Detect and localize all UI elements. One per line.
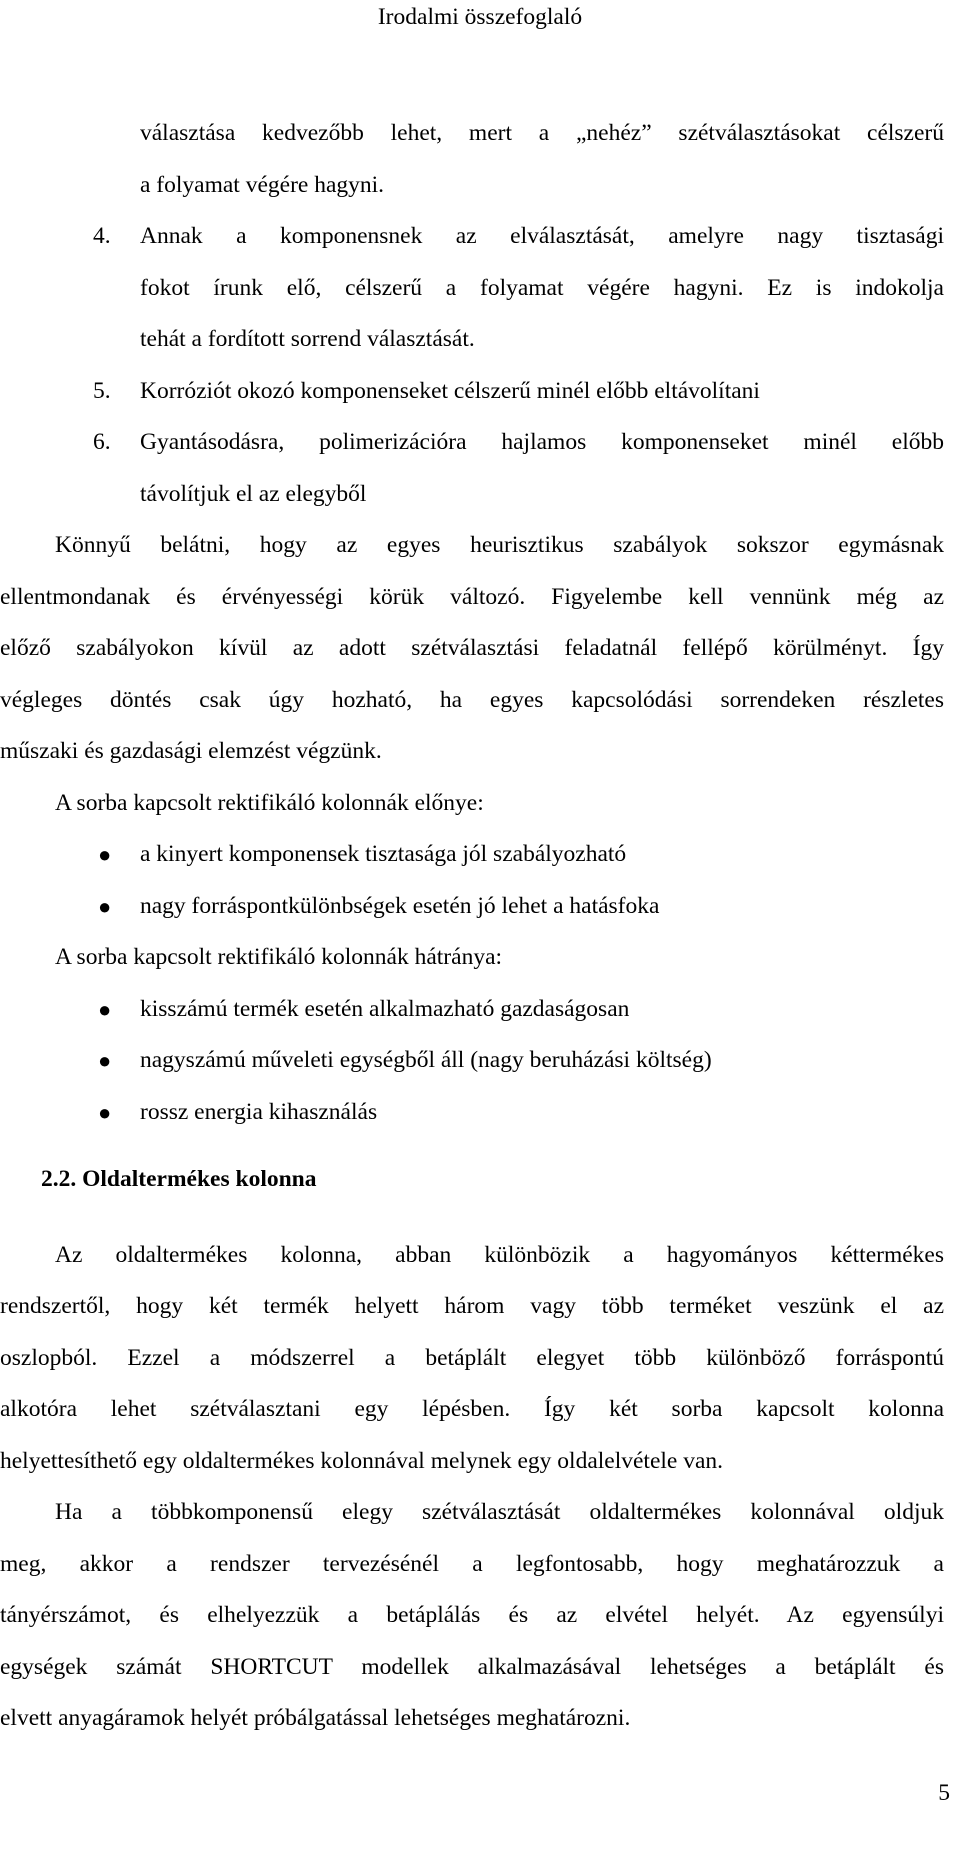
paragraph-side-product-column [0, 1230, 944, 1488]
numbered-item-6 [0, 417, 944, 520]
list-item-text: kisszámú termék esetén alkalmazható gazdaságosan [140, 995, 630, 1022]
bullet-icon: ● [98, 996, 112, 1022]
bullet-icon: ● [98, 842, 112, 867]
text-line [0, 366, 944, 418]
text-line: rendszertől, hogy két termék helyett három vagy több terméket veszünk el az [0, 1293, 944, 1319]
text-line: fokot írunk elő, célszerű a folyamat végére hagyni. Ez is indokolja [140, 274, 944, 301]
item-text: Annak a komponensnek az elválasztását, amelyre nagy tisztasági [140, 223, 944, 249]
list-title: A sorba kapcsolt rektifikáló kolonnák hátránya: [55, 944, 503, 970]
paragraph-design [0, 1487, 944, 1745]
text-line: oszlopból. Ezzel a módszerrel a betáplált elegyet több különböző forráspontú [0, 1344, 944, 1371]
text-line: Ha a többkomponensű elegy szétválasztását oldaltermékes kolonnával oldjuk [55, 1499, 944, 1525]
text-line [0, 417, 944, 469]
advantages-list [0, 778, 944, 933]
text-line: Az oldaltermékes kolonna, abban különbözik a hagyományos kéttermékes [55, 1241, 944, 1268]
text-line: előző szabályokon kívül az adott szétválasztási feladatnál fellépő körülményt. Így [0, 635, 944, 661]
running-header: Irodalmi összefoglaló [377, 4, 583, 30]
spacer [0, 1206, 944, 1230]
spacer [0, 1138, 944, 1154]
page-number: 5 [938, 1780, 950, 1806]
list-item-continuation [0, 108, 944, 211]
disadvantages-list [0, 932, 944, 1138]
paragraph-heuristics [0, 520, 944, 778]
bullet-icon: ● [98, 1048, 112, 1073]
bullet-icon: ● [98, 1099, 112, 1125]
numbered-item-4 [0, 211, 944, 366]
item-text: Gyantásodásra, polimerizációra hajlamos komponenseket minél előbb [140, 429, 944, 455]
text-line [0, 211, 944, 263]
item-number: 6. [93, 429, 111, 455]
list-title: A sorba kapcsolt rektifikáló kolonnák előnye: [55, 789, 484, 816]
text-line: Könnyű belátni, hogy az egyes heurisztikus szabályok sokszor egymásnak [55, 532, 944, 558]
list-item-text: a kinyert komponensek tisztasága jól szabályozható [140, 841, 627, 867]
item-number: 4. [93, 223, 111, 249]
list-item [0, 881, 944, 933]
numbered-item-5 [0, 366, 944, 418]
list-item [0, 1035, 944, 1087]
text-line: választása kedvezőbb lehet, mert a „nehéz” szétválasztásokat célszerű [140, 120, 944, 146]
page-content [0, 108, 944, 1745]
section-heading: 2.2. Oldaltermékes kolonna [41, 1166, 317, 1192]
text-line: helyettesíthető egy oldaltermékes kolonnával melynek egy oldalelvétele van. [0, 1447, 724, 1474]
list-item [0, 984, 944, 1036]
text-line: egységek számát SHORTCUT modellek alkalmazásával lehetséges a betáplált és [0, 1653, 944, 1680]
list-item [0, 829, 944, 881]
text-line: végleges döntés csak úgy hozható, ha egyes kapcsolódási sorrendeken részletes [0, 686, 944, 713]
text-line: ellentmondanak és érvényességi körük változó. Figyelembe kell vennünk még az [0, 583, 944, 610]
text-line: alkotóra lehet szétválasztani egy lépésben. Így két sorba kapcsolt kolonna [0, 1396, 944, 1422]
text-line: tehát a fordított sorrend választását. [140, 326, 475, 352]
list-item-text: nagyszámú műveleti egységből áll (nagy beruházási költség) [140, 1047, 712, 1073]
list-item-text: rossz energia kihasználás [140, 1098, 378, 1125]
item-text: Korróziót okozó komponenseket célszerű minél előbb eltávolítani [140, 377, 760, 404]
text-line: elvett anyagáramok helyét próbálgatással lehetséges meghatározni. [0, 1705, 631, 1731]
bullet-icon: ● [98, 893, 112, 919]
text-line: a folyamat végére hagyni. [140, 171, 385, 198]
text-line: távolítjuk el az elegyből [140, 480, 367, 507]
text-line: tányérszámot, és elhelyezzük a betáplálás és az elvétel helyét. Az egyensúlyi [0, 1602, 944, 1628]
list-item-text: nagy forráspontkülönbségek esetén jó lehet a hatásfoka [140, 892, 660, 919]
text-line: műszaki és gazdasági elemzést végzünk. [0, 738, 382, 764]
list-item [0, 1087, 944, 1139]
text-line: meg, akkor a rendszer tervezésénél a legfontosabb, hogy meghatározzuk a [0, 1550, 944, 1577]
item-number: 5. [93, 377, 111, 404]
